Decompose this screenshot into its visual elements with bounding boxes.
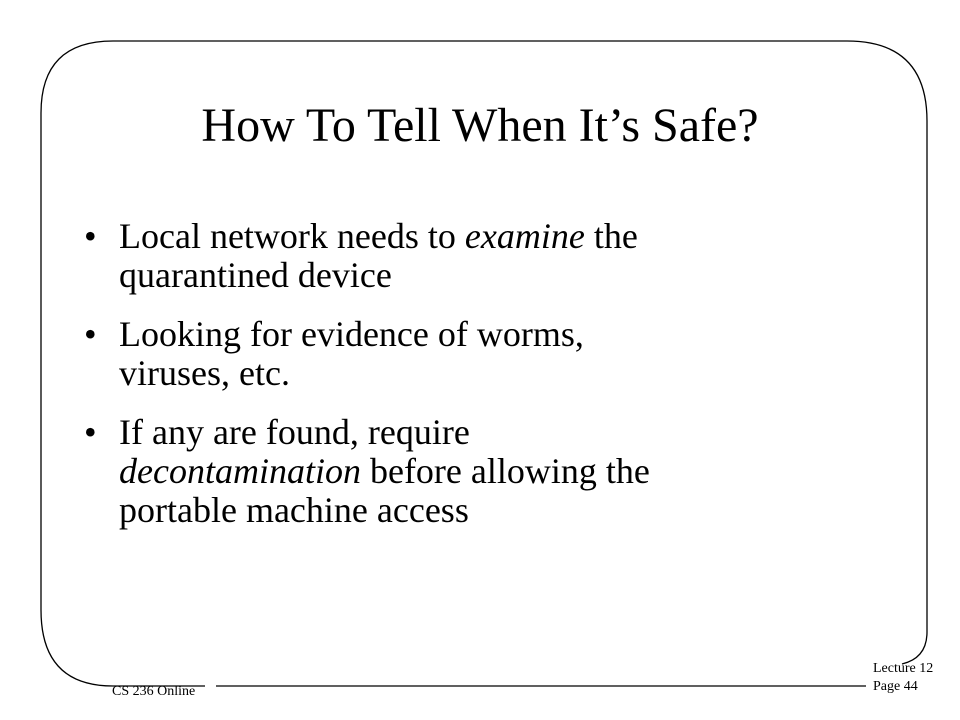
bullet-text-line: Looking for evidence of worms, bbox=[119, 314, 584, 354]
bullet-text-line: quarantined device bbox=[119, 255, 392, 295]
footer-course-label: CS 236 Online bbox=[112, 684, 196, 699]
footer-page-label: Page 44 bbox=[873, 679, 918, 694]
bullet-item-examine bbox=[84, 217, 884, 295]
bullet-dot: • bbox=[84, 412, 97, 452]
bullet-text-line: decontamination before allowing the bbox=[119, 451, 650, 491]
bullet-list bbox=[84, 217, 884, 550]
bullet-dot: • bbox=[84, 314, 97, 354]
footer-lecture-page bbox=[873, 660, 933, 696]
bullet-dot: • bbox=[84, 216, 97, 256]
bullet-text-line: viruses, etc. bbox=[119, 353, 290, 393]
bullet-text-line: If any are found, require bbox=[119, 412, 470, 452]
bullet-item-evidence bbox=[84, 315, 884, 393]
slide-title: How To Tell When It’s Safe? bbox=[201, 99, 759, 152]
footer-lecture-label: Lecture 12 bbox=[873, 661, 934, 676]
bullet-text-line: Local network needs to examine the bbox=[119, 216, 638, 256]
bullet-item-decontamination bbox=[84, 413, 884, 530]
bullet-text-line: portable machine access bbox=[119, 490, 469, 530]
emphasis-examine: examine bbox=[464, 216, 585, 256]
emphasis-decontamination: decontamination bbox=[119, 451, 361, 491]
